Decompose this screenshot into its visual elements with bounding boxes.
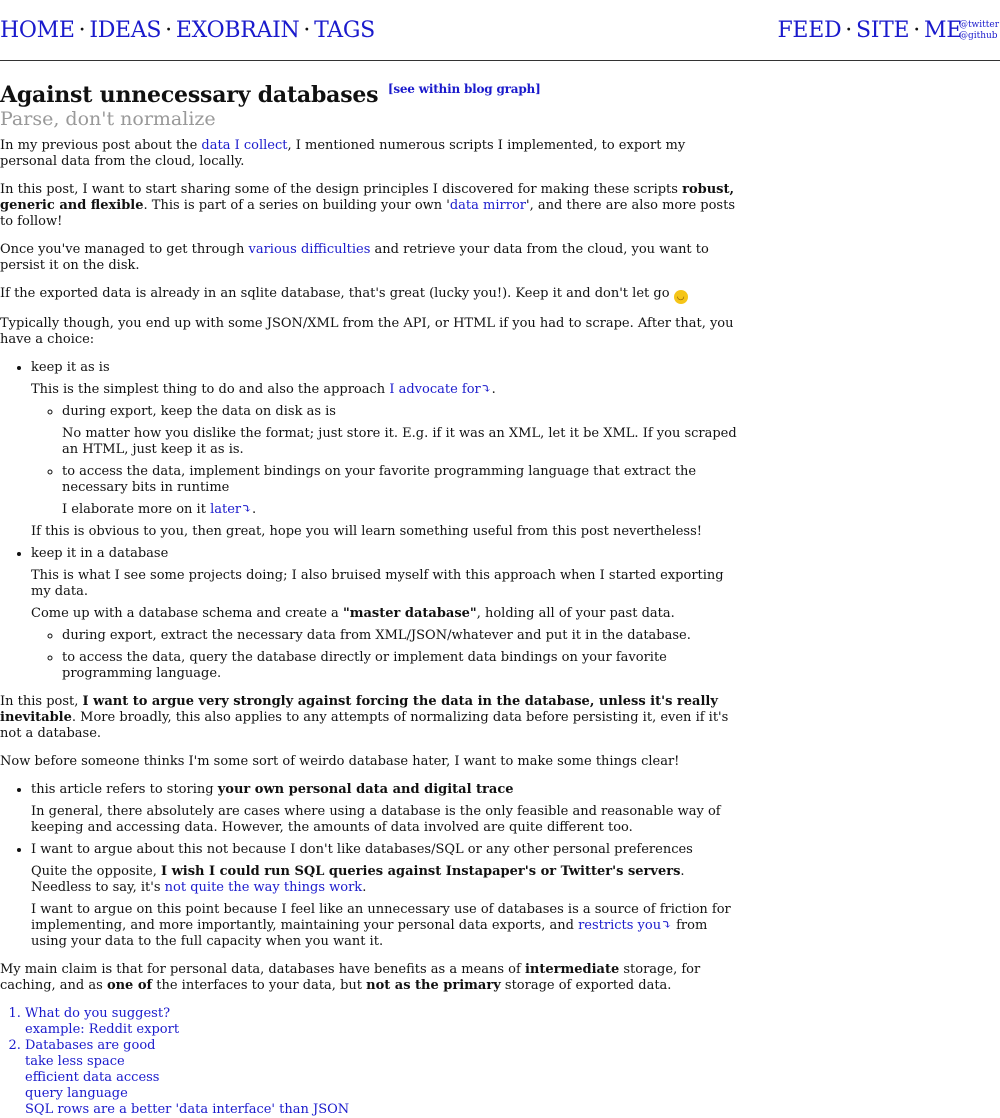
- text: , holding all of your past data.: [476, 606, 675, 621]
- text: from using your data to the full capacity when you want it.: [31, 918, 708, 949]
- nav-exobrain-link[interactable]: EXOBRAIN: [175, 18, 300, 43]
- text: ', and there are also more posts to follow!: [0, 198, 735, 229]
- text: .: [362, 880, 367, 895]
- sub-list: [31, 628, 745, 682]
- page-title: [0, 82, 745, 108]
- toc-item: [25, 1006, 745, 1038]
- list-item: [31, 782, 745, 836]
- bold-text: one of: [106, 978, 153, 993]
- list-item: [31, 546, 745, 682]
- bold-text: your own personal data and digital trace: [217, 782, 514, 797]
- bold-text: I wish I could run SQL queries against Instapaper's or Twitter's servers: [160, 864, 681, 879]
- toc-sub-link[interactable]: example: Reddit export: [25, 1022, 180, 1037]
- list-item: [62, 404, 745, 458]
- social-links: [959, 20, 999, 42]
- text: I want to argue about this not because I don't like databases/SQL or any other personal preferences: [31, 842, 693, 857]
- paragraph: [0, 962, 745, 994]
- page-subtitle: Parse, don't normalize: [0, 108, 216, 130]
- option-title: keep it in a database: [31, 546, 169, 561]
- bold-text: I want to argue very strongly against forcing the data in the database, unless it's really inevitable: [0, 694, 718, 725]
- paragraph: This is what I see some projects doing; I also bruised myself with this approach when I started exporting my data.: [31, 568, 724, 599]
- list-item: [31, 842, 745, 950]
- nav-tags-link[interactable]: TAGS: [314, 18, 375, 43]
- text: during export, keep the data on disk as is: [62, 404, 336, 419]
- text: to access the data, implement bindings on your favorite programming language that extract the necessary bits in runtime: [62, 464, 697, 495]
- options-list: [0, 360, 745, 682]
- text: I elaborate more on it: [62, 502, 211, 517]
- text: In this post,: [0, 694, 83, 709]
- list-item: [31, 360, 745, 540]
- clarifications-list: [0, 782, 745, 950]
- list-item: [62, 464, 745, 518]
- paragraph: In general, there absolutely are cases where using a database is the only feasible and reasonable way of keeping and accessing data. However, the amounts of data involved are quite different too.: [31, 804, 721, 835]
- nav-separator: ·: [165, 18, 172, 43]
- article: [0, 82, 745, 1118]
- toc-link[interactable]: What do you suggest?: [25, 1006, 171, 1021]
- later-link[interactable]: later⤵: [210, 502, 253, 517]
- nav-separator: ·: [845, 18, 852, 43]
- nav-site-link[interactable]: SITE: [856, 18, 910, 43]
- paragraph: [31, 382, 745, 398]
- table-of-contents: [0, 1006, 745, 1118]
- text: If the exported data is already in an sqlite database, that's great (lucky you!). Keep it and don't let go: [0, 286, 674, 301]
- bold-text: intermediate: [524, 962, 620, 977]
- paragraph: [31, 606, 745, 622]
- text: . Needless to say, it's: [31, 864, 685, 895]
- text: and retrieve your data from the cloud, you want to persist it on the disk.: [0, 242, 709, 273]
- toc-link[interactable]: Databases are good: [25, 1038, 156, 1053]
- paragraph: Typically though, you end up with some JSON/XML from the API, or HTML if you had to scrape. After that, you have a choice:: [0, 316, 734, 347]
- text: .: [252, 502, 257, 517]
- nav-feed-link[interactable]: FEED: [777, 18, 842, 43]
- text: I want to argue on this point because I feel like an unnecessary use of databases is a source of friction for implementing, and more importantly, maintaining your personal data exports, and: [31, 902, 731, 933]
- list-item: ◦ to access the data, query the database directly or implement data bindings on your favorite programming language.: [62, 650, 745, 682]
- text: Quite the opposite,: [31, 864, 161, 879]
- paragraph: [31, 902, 745, 950]
- text: Once you've managed to get through: [0, 242, 249, 257]
- text: storage of exported data.: [500, 978, 672, 993]
- text: this article refers to storing: [31, 782, 218, 797]
- nav-separator: ·: [303, 18, 311, 43]
- paragraph: If this is obvious to you, then great, hope you will learn something useful from this post nevertheless!: [31, 524, 702, 539]
- toc-sub-link[interactable]: SQL rows are a better 'data interface' than JSON: [25, 1102, 350, 1117]
- github-link[interactable]: @github: [958, 31, 998, 41]
- paragraph: [0, 694, 745, 742]
- text: Come up with a database schema and create a: [31, 606, 343, 621]
- paragraph: Now before someone thinks I'm some sort of weirdo database hater, I want to make some things clear!: [0, 754, 680, 769]
- restricts-you-link[interactable]: restricts you⤵: [578, 918, 672, 933]
- paragraph: [62, 502, 745, 518]
- paragraph: [0, 182, 745, 230]
- nav-separator: ·: [913, 18, 920, 43]
- toc-sub-link[interactable]: take less space: [25, 1054, 125, 1069]
- main-nav: [0, 17, 375, 45]
- paragraph: [0, 286, 745, 304]
- text: In this post, I want to start sharing some of the design principles I discovered for making these scripts: [0, 182, 683, 197]
- toc-sub-link[interactable]: query language: [25, 1086, 128, 1101]
- text: storage, for caching, and as: [0, 962, 701, 993]
- option-title: keep it as is: [31, 360, 110, 375]
- toc-sub-link[interactable]: efficient data access: [25, 1070, 160, 1085]
- toc-item: [25, 1038, 745, 1118]
- twitter-link[interactable]: @twitter: [958, 20, 999, 30]
- data-mirror-link[interactable]: data mirror: [449, 198, 526, 213]
- text: .: [491, 382, 496, 397]
- list-item: ◦ during export, extract the necessary data from XML/JSON/whatever and put it in the database.: [62, 628, 745, 644]
- paragraph: [31, 864, 745, 896]
- nav-ideas-link[interactable]: IDEAS: [89, 18, 162, 43]
- various-difficulties-link[interactable]: various difficulties: [248, 242, 371, 257]
- not-quite-the-way-link[interactable]: not quite the way things work: [164, 880, 363, 895]
- nav-separator: ·: [78, 18, 86, 43]
- paragraph: [0, 138, 745, 170]
- text: . More broadly, this also applies to any attempts of normalizing data before persisting it, even if it's not a database.: [0, 710, 729, 741]
- paragraph: [0, 242, 745, 274]
- nav-me-link[interactable]: ME: [924, 18, 962, 43]
- upside-down-face-icon: ◡: [674, 290, 688, 304]
- text: My main claim is that for personal data, databases have benefits as a means of: [0, 962, 525, 977]
- secondary-nav: [777, 17, 962, 45]
- site-header: [0, 0, 1000, 61]
- page-title-text: Against unnecessary databases: [0, 82, 379, 108]
- text: In my previous post about the: [0, 138, 202, 153]
- paragraph: No matter how you dislike the format; just store it. E.g. if it was an XML, let it be XML. If you scraped an HTML, just keep it as is.: [62, 426, 737, 457]
- data-i-collect-link[interactable]: data I collect: [201, 138, 288, 153]
- nav-home-link[interactable]: HOME: [0, 18, 75, 43]
- bold-text: robust, generic and flexible: [0, 182, 735, 213]
- i-advocate-for-link[interactable]: I advocate for⤵: [389, 382, 492, 397]
- bold-text: not as the primary: [366, 978, 501, 993]
- bold-text: "master database": [342, 606, 477, 621]
- blog-graph-link[interactable]: [see within blog graph]: [387, 82, 541, 96]
- text: . This is part of a series on building your own ': [143, 198, 450, 213]
- text: , I mentioned numerous scripts I implemented, to export my personal data from the cloud, locally.: [0, 138, 686, 169]
- sub-list: [31, 404, 745, 518]
- text: This is the simplest thing to do and also the approach: [31, 382, 390, 397]
- text: the interfaces to your data, but: [152, 978, 367, 993]
